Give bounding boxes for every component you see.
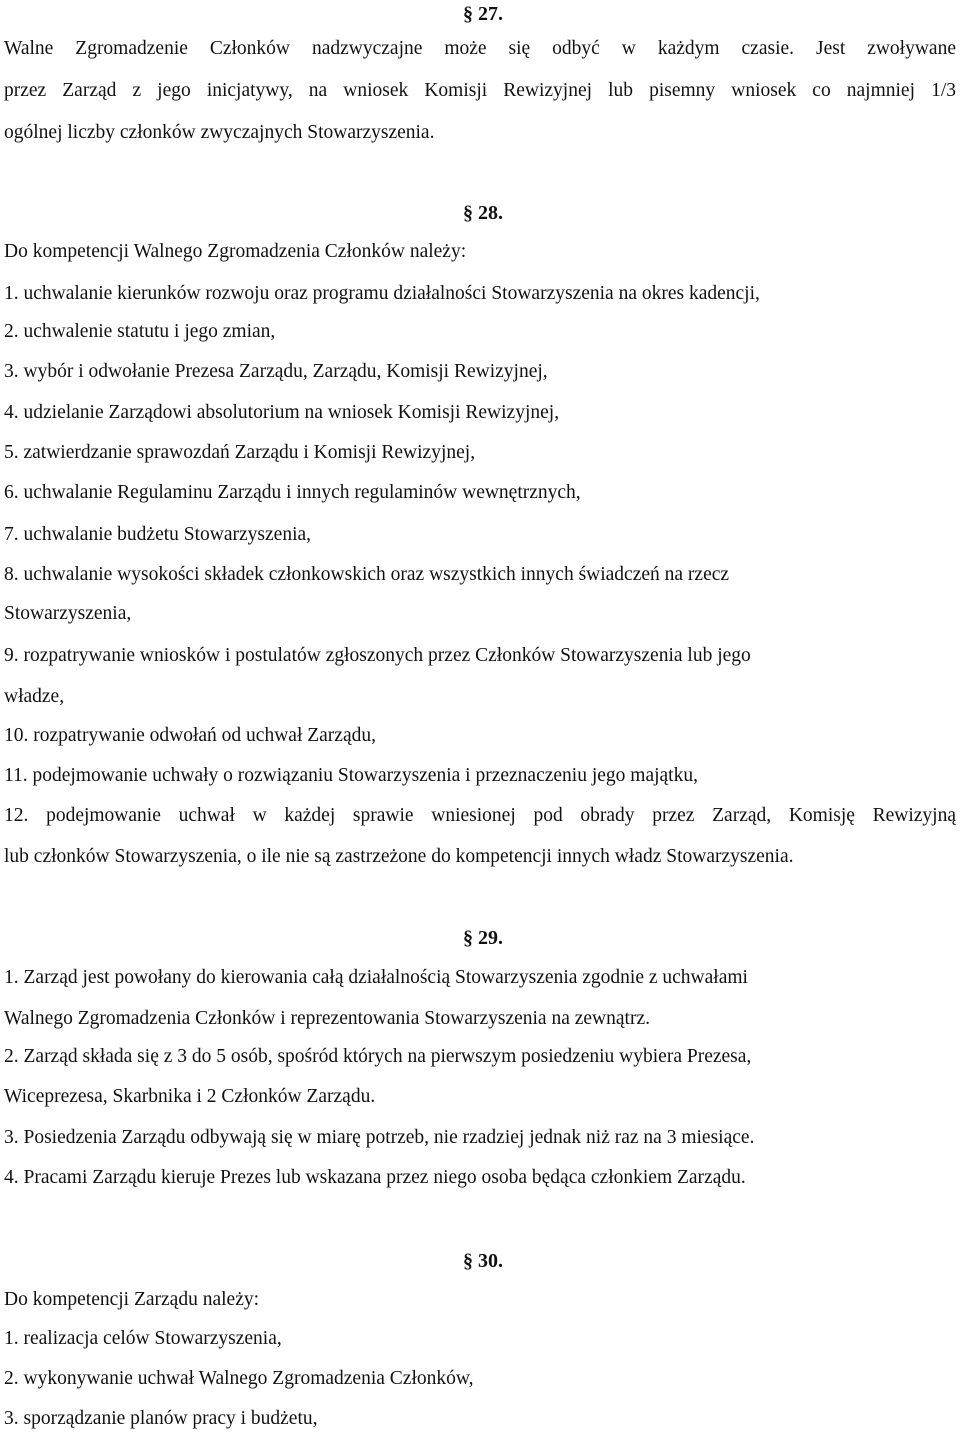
- paragraph-line: Walne Zgromadzenie Członków nadzwyczajne może się odbyć w każdym czasie. Jest zwoływane: [4, 38, 956, 59]
- list-item: 12. podejmowanie uchwał w każdej sprawie wniesionej pod obrady przez Zarząd, Komisję Rewizyjną: [4, 805, 956, 826]
- list-item-continuation: Walnego Zgromadzenia Członków i reprezentowania Stowarzyszenia na zewnątrz.: [4, 1008, 650, 1029]
- list-item: 3. Posiedzenia Zarządu odbywają się w miarę potrzeb, nie rzadziej jednak niż raz na 3 miesiące.: [4, 1127, 755, 1148]
- list-item: 1. uchwalanie kierunków rozwoju oraz programu działalności Stowarzyszenia na okres kadencji,: [4, 283, 760, 304]
- list-item-continuation: Wiceprezesa, Skarbnika i 2 Członków Zarządu.: [4, 1086, 376, 1107]
- list-item: 3. sporządzanie planów pracy i budżetu,: [4, 1408, 318, 1429]
- paragraph-line: przez Zarząd z jego inicjatywy, na wniosek Komisji Rewizyjnej lub pisemny wniosek co najmniej 1/3: [4, 80, 956, 101]
- list-item: 1. Zarząd jest powołany do kierowania całą działalnością Stowarzyszenia zgodnie z uchwałami: [4, 967, 748, 988]
- list-item: 2. uchwalenie statutu i jego zmian,: [4, 321, 276, 342]
- list-item-continuation: lub członków Stowarzyszenia, o ile nie są zastrzeżone do kompetencji innych władz Stowarzyszenia.: [4, 846, 794, 867]
- list-item: 2. Zarząd składa się z 3 do 5 osób, spośród których na pierwszym posiedzeniu wybiera Prezesa,: [4, 1046, 752, 1067]
- list-item: 4. Pracami Zarządu kieruje Prezes lub wskazana przez niego osoba będąca członkiem Zarządu.: [4, 1167, 746, 1188]
- list-item: 4. udzielanie Zarządowi absolutorium na wniosek Komisji Rewizyjnej,: [4, 402, 560, 423]
- paragraph-line: ogólnej liczby członków zwyczajnych Stowarzyszenia.: [4, 122, 435, 143]
- list-item: 5. zatwierdzanie sprawozdań Zarządu i Komisji Rewizyjnej,: [4, 442, 476, 463]
- list-item: 8. uchwalanie wysokości składek członkowskich oraz wszystkich innych świadczeń na rzecz: [4, 564, 730, 585]
- list-item: 3. wybór i odwołanie Prezesa Zarządu, Zarządu, Komisji Rewizyjnej,: [4, 361, 548, 382]
- list-item-continuation: Stowarzyszenia,: [4, 603, 132, 624]
- paragraph-line: Do kompetencji Walnego Zgromadzenia Członków należy:: [4, 241, 467, 262]
- list-item-continuation: władze,: [4, 686, 65, 707]
- section-heading: § 30.: [463, 1250, 503, 1272]
- section-heading: § 27.: [463, 3, 503, 25]
- list-item: 11. podejmowanie uchwały o rozwiązaniu Stowarzyszenia i przeznaczeniu jego majątku,: [4, 765, 698, 786]
- section-heading: § 28.: [463, 202, 503, 224]
- section-heading: § 29.: [463, 927, 503, 949]
- list-item: 9. rozpatrywanie wniosków i postulatów zgłoszonych przez Członków Stowarzyszenia lub jego: [4, 645, 751, 666]
- list-item: 10. rozpatrywanie odwołań od uchwał Zarządu,: [4, 725, 376, 746]
- list-item: 6. uchwalanie Regulaminu Zarządu i innych regulaminów wewnętrznych,: [4, 482, 581, 503]
- list-item: 2. wykonywanie uchwał Walnego Zgromadzenia Członków,: [4, 1368, 474, 1389]
- list-item: 7. uchwalanie budżetu Stowarzyszenia,: [4, 524, 312, 545]
- paragraph-line: Do kompetencji Zarządu należy:: [4, 1289, 260, 1310]
- list-item: 1. realizacja celów Stowarzyszenia,: [4, 1328, 282, 1349]
